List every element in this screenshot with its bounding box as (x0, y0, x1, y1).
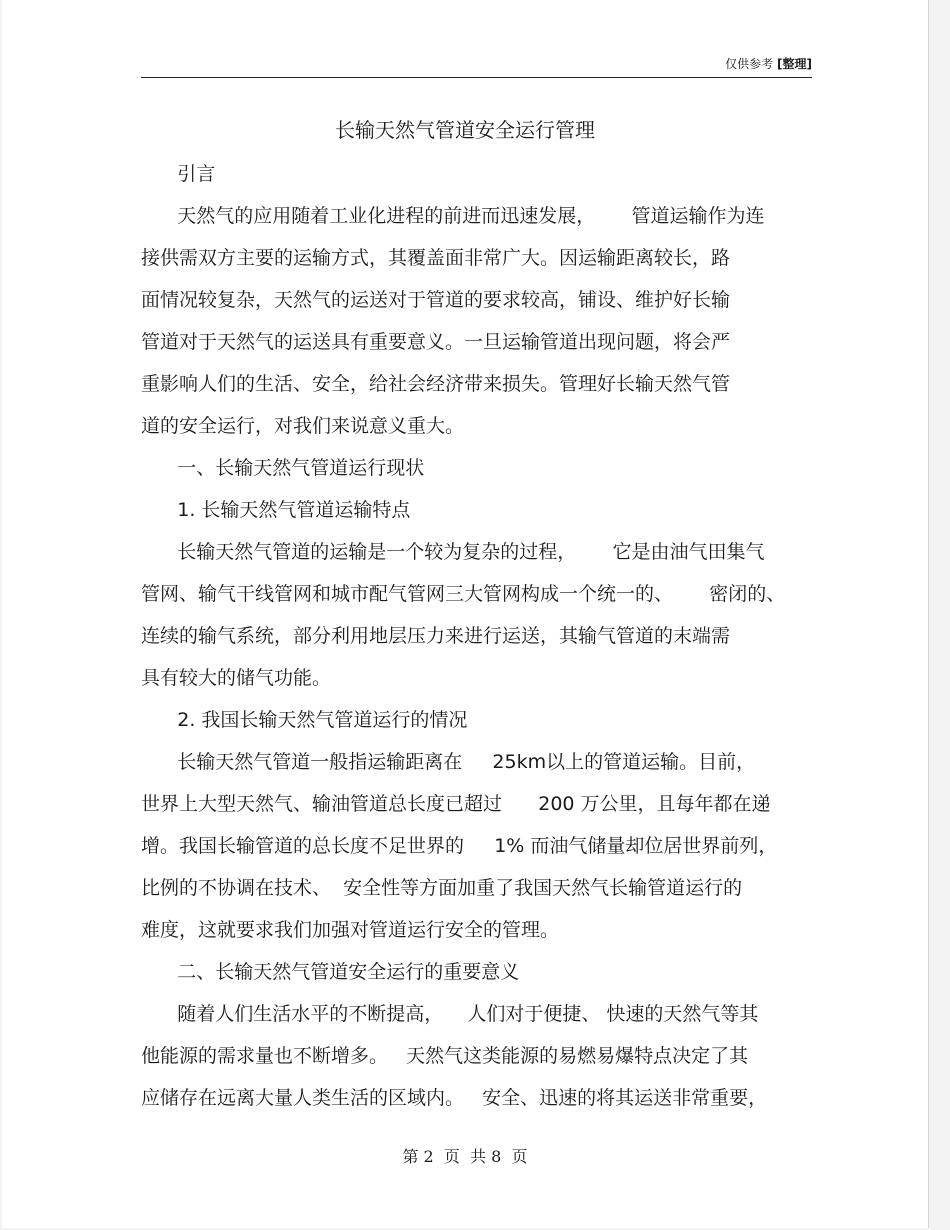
header-bracket-label: [整理] (777, 57, 812, 71)
body-line: 比例的不协调在技术、 安全性等方面加重了我国天然气长输管道运行的 (141, 877, 743, 899)
body-line: 管道对于天然气的运送具有重要意义。一旦运输管道出现问题，将会严 (141, 331, 731, 353)
page-footer: 第 2 页 共 8 页 (402, 1147, 528, 1166)
body-line: 管网、输气干线管网和城市配气管网三大管网构成一个统一的、 密闭的、 (141, 583, 786, 605)
body-line: 重影响人们的生活、安全，给社会经济带来损失。管理好长输天然气管 (141, 373, 731, 395)
body-line: 二、长输天然气管道安全运行的重要意义 (141, 961, 520, 983)
page-header (141, 55, 812, 78)
header-reference-text: 仅供参考 (725, 57, 774, 71)
body-line: 长输天然气管道的运输是一个较为复杂的过程， 它是由油气田集气 (141, 541, 765, 563)
body-line: 随着人们生活水平的不断提高， 人们对于便捷、 快速的天然气等其 (141, 1003, 759, 1025)
body-line: 一、长输天然气管道运行现状 (141, 457, 425, 479)
document-page (2, 0, 929, 1228)
body-line: 面情况较复杂，天然气的运送对于管道的要求较高，铺设、维护好长输 (141, 289, 731, 311)
document-title: 长输天然气管道安全运行管理 (335, 118, 595, 142)
body-line: 他能源的需求量也不断增多。 天然气这类能源的易燃易爆特点决定了其 (141, 1045, 749, 1067)
body-line: 1. 长输天然气管道运输特点 (141, 499, 411, 521)
body-line: 长输天然气管道一般指运输距离在 25km以上的管道运输。目前， (141, 751, 756, 773)
body-line: 连续的输气系统，部分利用地层压力来进行运送，其输气管道的末端需 (141, 625, 731, 647)
body-line: 增。我国长输管道的总长度不足世界的 1% 而油气储量却位居世界前列， (141, 835, 778, 857)
document-body (141, 153, 813, 1119)
body-line: 具有较大的储气功能。 (141, 667, 332, 689)
body-line: 道的安全运行，对我们来说意义重大。 (141, 415, 465, 437)
body-line: 世界上大型天然气、输油管道总长度已超过 200 万公里，且每年都在递 (141, 793, 771, 815)
body-line: 接供需双方主要的运输方式，其覆盖面非常广大。因运输距离较长，路 (141, 247, 731, 269)
body-line: 难度，这就要求我们加强对管道运行安全的管理。 (141, 919, 560, 941)
body-line: 天然气的应用随着工业化进程的前进而迅速发展， 管道运输作为连 (141, 205, 765, 227)
body-line: 应储存在远离大量人类生活的区域内。 安全、迅速的将其运送非常重要， (141, 1087, 768, 1109)
body-line: 2. 我国长输天然气管道运行的情况 (141, 709, 468, 731)
body-line: 引言 (141, 163, 216, 185)
